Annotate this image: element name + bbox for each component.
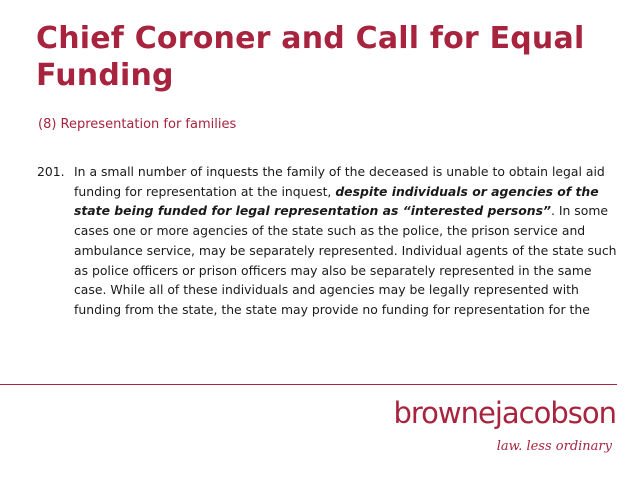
footer-divider <box>0 384 617 385</box>
paragraph-emphasis: despite individuals or agencies of the state being funded for legal representation as “interested persons” <box>74 183 599 219</box>
slide-title: Chief Coroner and Call for Equal Funding <box>36 21 585 93</box>
paragraph-number: 201. <box>37 164 65 179</box>
slide-subtitle: (8) Representation for families <box>38 117 237 132</box>
paragraph-text <box>74 162 617 320</box>
brand-tagline: law. less ordinary <box>496 439 612 454</box>
paragraph-text-before: In a small number of inquests the family of the deceased is unable to obtain legal aid funding for representation at the inquest, <box>74 164 605 199</box>
paragraph-text-after: . In some cases one or more agencies of the state such as the police, the prison service and ambulance service, may be separately represented. Individual agents of the state such as police officers or prison officers may also be separately represented in the same case. While all of these individuals and agencies may be legally represented with funding from the state, the state may provide no funding for representation for the <box>74 203 617 317</box>
brand-logo-text: brownejacobson <box>393 396 616 430</box>
numbered-paragraph <box>37 162 617 320</box>
brand-logo <box>376 396 616 466</box>
